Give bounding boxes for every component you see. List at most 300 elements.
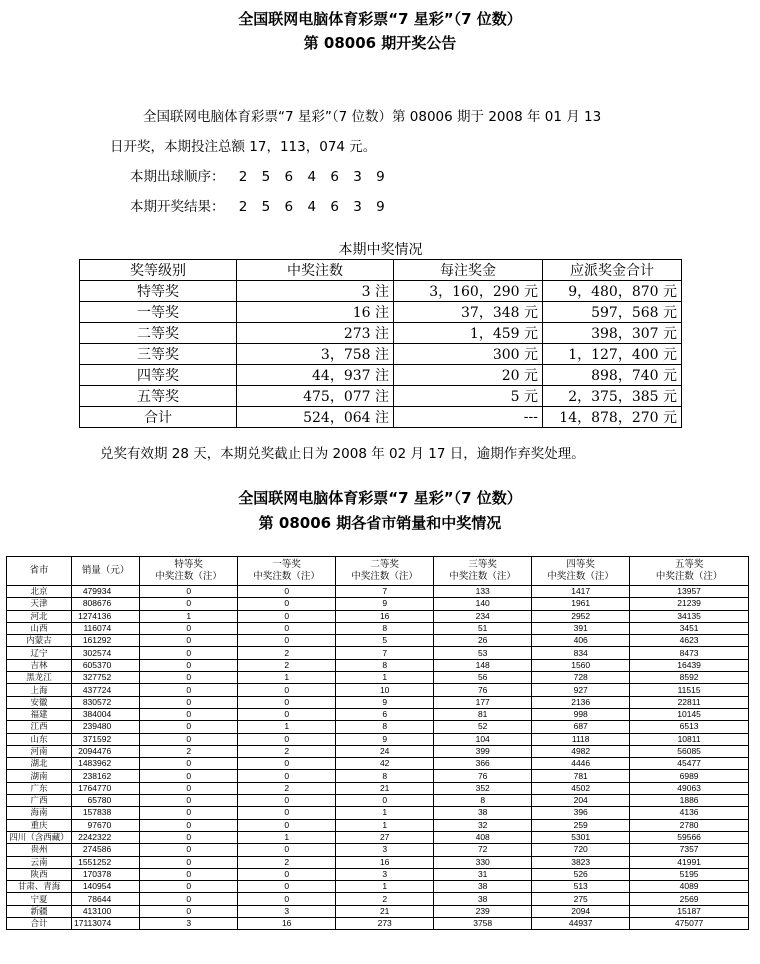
province-value-cell: 65780 [72, 795, 140, 807]
province-value-cell: 51 [434, 622, 532, 634]
prize-cell: 合计 [80, 407, 237, 428]
province-value-cell: 0 [238, 684, 336, 696]
province-value-cell: 1 [238, 721, 336, 733]
province-value-cell: 0 [238, 881, 336, 893]
province-row [7, 586, 749, 598]
province-name-cell: 贵州 [7, 844, 72, 856]
province-value-cell: 21 [336, 782, 434, 794]
province-row [7, 893, 749, 905]
province-name-cell: 河南 [7, 745, 72, 757]
province-value-cell: 1 [336, 807, 434, 819]
province-value-cell: 2780 [630, 819, 749, 831]
prize-cell: 3 注 [237, 281, 394, 302]
province-header-fifth: 五等奖 中奖注数（注） [630, 557, 749, 586]
province-value-cell: 53 [434, 647, 532, 659]
province-name-cell: 广西 [7, 795, 72, 807]
prize-header-count: 中奖注数 [237, 260, 394, 281]
province-row [7, 831, 749, 843]
province-value-cell: 0 [238, 696, 336, 708]
province-value-cell: 42 [336, 758, 434, 770]
province-value-cell: 4623 [630, 635, 749, 647]
province-value-cell: 1 [238, 672, 336, 684]
province-header-second: 二等奖 中奖注数（注） [336, 557, 434, 586]
province-value-cell: 6 [336, 708, 434, 720]
province-value-cell: 0 [140, 905, 238, 917]
province-table-header [7, 557, 749, 586]
province-value-cell: 2 [238, 647, 336, 659]
province-value-cell: 45477 [630, 758, 749, 770]
province-value-cell: 104 [434, 733, 532, 745]
province-value-cell: 0 [140, 831, 238, 843]
province-value-cell: 0 [140, 881, 238, 893]
province-value-cell: 49063 [630, 782, 749, 794]
province-value-cell: 0 [238, 868, 336, 880]
section-title: 全国联网电脑体育彩票“7 星彩”（7 位数） [238, 489, 522, 507]
province-value-cell: 4502 [532, 782, 630, 794]
prize-cell: 398，307 元 [543, 323, 682, 344]
province-value-cell: 0 [238, 758, 336, 770]
province-value-cell: 234 [434, 610, 532, 622]
province-name-cell: 广东 [7, 782, 72, 794]
province-value-cell: 0 [140, 807, 238, 819]
province-value-cell: 16 [238, 918, 336, 930]
province-value-cell: 34135 [630, 610, 749, 622]
prize-cell: 3，160，290 元 [394, 281, 543, 302]
notice-line-1: 全国联网电脑体育彩票“7 星彩”（7 位数）第 08006 期于 2008 年 01 月 13 [143, 109, 602, 125]
province-value-cell: 15187 [630, 905, 749, 917]
province-name-cell: 重庆 [7, 819, 72, 831]
province-value-cell: 259 [532, 819, 630, 831]
province-value-cell: 11515 [630, 684, 749, 696]
province-value-cell: 0 [140, 782, 238, 794]
prize-cell: 37，348 元 [394, 302, 543, 323]
province-value-cell: 2 [336, 893, 434, 905]
province-value-cell: 0 [140, 598, 238, 610]
province-value-cell: 3823 [532, 856, 630, 868]
prize-cell: 16 注 [237, 302, 394, 323]
province-value-cell: 0 [140, 696, 238, 708]
province-value-cell: 72 [434, 844, 532, 856]
province-value-cell: 1 [336, 819, 434, 831]
province-value-cell: 1 [336, 881, 434, 893]
province-header-sales: 销量（元） [72, 557, 140, 586]
province-value-cell: 170378 [72, 868, 140, 880]
province-name-cell: 甘肃、青海 [7, 881, 72, 893]
province-value-cell: 0 [140, 659, 238, 671]
prize-cell: 3，758 注 [237, 344, 394, 365]
province-value-cell: 0 [140, 647, 238, 659]
province-name-cell: 湖南 [7, 770, 72, 782]
province-value-cell: 0 [140, 622, 238, 634]
province-value-cell: 998 [532, 708, 630, 720]
province-row [7, 610, 749, 622]
province-name-cell: 山西 [7, 622, 72, 634]
province-value-cell: 140 [434, 598, 532, 610]
province-value-cell: 56085 [630, 745, 749, 757]
province-row [7, 782, 749, 794]
province-name-cell: 安徽 [7, 696, 72, 708]
province-name-cell: 四川（含西藏） [7, 831, 72, 843]
province-name-cell: 河北 [7, 610, 72, 622]
prize-cell: 三等奖 [80, 344, 237, 365]
province-value-cell: 2 [238, 856, 336, 868]
province-value-cell: 16439 [630, 659, 749, 671]
province-value-cell: 5195 [630, 868, 749, 880]
province-value-cell: 437724 [72, 684, 140, 696]
province-value-cell: 38 [434, 807, 532, 819]
province-value-cell: 781 [532, 770, 630, 782]
province-value-cell: 384004 [72, 708, 140, 720]
province-value-cell: 148 [434, 659, 532, 671]
province-name-cell: 辽宁 [7, 647, 72, 659]
province-row [7, 856, 749, 868]
province-value-cell: 0 [140, 721, 238, 733]
province-value-cell: 8 [434, 795, 532, 807]
province-row [7, 672, 749, 684]
province-row [7, 807, 749, 819]
province-value-cell: 513 [532, 881, 630, 893]
province-name-cell: 云南 [7, 856, 72, 868]
prize-cell: 597，568 元 [543, 302, 682, 323]
province-value-cell: 3 [336, 844, 434, 856]
province-value-cell: 10145 [630, 708, 749, 720]
province-value-cell: 3451 [630, 622, 749, 634]
redeem-note: 兑奖有效期 28 天，本期兑奖截止日为 2008 年 02 月 17 日，逾期作弃奖处理。 [100, 446, 585, 462]
province-name-cell: 山东 [7, 733, 72, 745]
prize-table [79, 259, 682, 428]
province-name-cell: 宁夏 [7, 893, 72, 905]
province-value-cell: 327752 [72, 672, 140, 684]
province-row [7, 758, 749, 770]
province-value-cell: 2 [238, 745, 336, 757]
province-header-fourth: 四等奖 中奖注数（注） [532, 557, 630, 586]
province-row [7, 905, 749, 917]
prize-cell: 44，937 注 [237, 365, 394, 386]
province-value-cell: 1274136 [72, 610, 140, 622]
province-name-cell: 陕西 [7, 868, 72, 880]
province-value-cell: 7 [336, 647, 434, 659]
prize-row [80, 386, 682, 407]
prize-cell: 一等奖 [80, 302, 237, 323]
province-value-cell: 7 [336, 586, 434, 598]
page-subtitle: 第 08006 期开奖公告 [303, 34, 457, 52]
province-value-cell: 9 [336, 598, 434, 610]
province-row [7, 844, 749, 856]
prize-row [80, 365, 682, 386]
prize-header-total: 应派奖金合计 [543, 260, 682, 281]
province-value-cell: 479934 [72, 586, 140, 598]
province-value-cell: 273 [336, 918, 434, 930]
province-value-cell: 26 [434, 635, 532, 647]
prize-row [80, 344, 682, 365]
province-row [7, 819, 749, 831]
province-table [6, 556, 749, 930]
province-value-cell: 76 [434, 684, 532, 696]
province-value-cell: 0 [140, 819, 238, 831]
province-name-cell: 上海 [7, 684, 72, 696]
province-value-cell: 526 [532, 868, 630, 880]
province-value-cell: 0 [238, 893, 336, 905]
province-name-cell: 福建 [7, 708, 72, 720]
province-value-cell: 0 [238, 622, 336, 634]
province-name-cell: 新疆 [7, 905, 72, 917]
province-value-cell: 31 [434, 868, 532, 880]
province-value-cell: 0 [238, 844, 336, 856]
province-value-cell: 8473 [630, 647, 749, 659]
province-value-cell: 1 [140, 610, 238, 622]
prize-header-level: 奖等级别 [80, 260, 237, 281]
province-value-cell: 0 [140, 684, 238, 696]
province-value-cell: 366 [434, 758, 532, 770]
province-value-cell: 1417 [532, 586, 630, 598]
province-value-cell: 81 [434, 708, 532, 720]
province-value-cell: 1 [238, 831, 336, 843]
province-value-cell: 2 [140, 745, 238, 757]
province-header-special: 特等奖 中奖注数（注） [140, 557, 238, 586]
province-value-cell: 97670 [72, 819, 140, 831]
province-value-cell: 2136 [532, 696, 630, 708]
province-value-cell: 17113074 [72, 918, 140, 930]
province-value-cell: 16 [336, 610, 434, 622]
province-name-cell: 黑龙江 [7, 672, 72, 684]
prize-table-header [80, 260, 682, 281]
province-value-cell: 13957 [630, 586, 749, 598]
province-value-cell: 408 [434, 831, 532, 843]
province-value-cell: 56 [434, 672, 532, 684]
province-value-cell: 0 [238, 795, 336, 807]
province-value-cell: 38 [434, 893, 532, 905]
province-value-cell: 44937 [532, 918, 630, 930]
province-row [7, 795, 749, 807]
prize-cell: 20 元 [394, 365, 543, 386]
province-value-cell: 0 [140, 795, 238, 807]
prize-cell: 300 元 [394, 344, 543, 365]
province-value-cell: 0 [238, 708, 336, 720]
province-value-cell: 274586 [72, 844, 140, 856]
province-value-cell: 7357 [630, 844, 749, 856]
province-value-cell: 0 [238, 586, 336, 598]
province-value-cell: 41991 [630, 856, 749, 868]
province-value-cell: 0 [238, 635, 336, 647]
province-value-cell: 0 [140, 586, 238, 598]
province-value-cell: 0 [336, 795, 434, 807]
province-value-cell: 0 [238, 819, 336, 831]
province-value-cell: 140954 [72, 881, 140, 893]
province-value-cell: 4982 [532, 745, 630, 757]
province-value-cell: 2 [238, 659, 336, 671]
province-row [7, 696, 749, 708]
province-value-cell: 0 [140, 733, 238, 745]
prize-cell: 475，077 注 [237, 386, 394, 407]
province-value-cell: 927 [532, 684, 630, 696]
prize-row [80, 407, 682, 428]
province-value-cell: 720 [532, 844, 630, 856]
province-value-cell: 413100 [72, 905, 140, 917]
province-value-cell: 2242322 [72, 831, 140, 843]
province-value-cell: 275 [532, 893, 630, 905]
province-value-cell: 204 [532, 795, 630, 807]
prize-cell: 524，064 注 [237, 407, 394, 428]
province-row [7, 622, 749, 634]
province-value-cell: 238162 [72, 770, 140, 782]
province-value-cell: 4089 [630, 881, 749, 893]
province-value-cell: 605370 [72, 659, 140, 671]
province-value-cell: 9 [336, 733, 434, 745]
province-value-cell: 9 [336, 696, 434, 708]
province-value-cell: 2 [238, 782, 336, 794]
province-value-cell: 6513 [630, 721, 749, 733]
prize-header-amount: 每注奖金 [394, 260, 543, 281]
prize-cell: 5 元 [394, 386, 543, 407]
province-value-cell: 239 [434, 905, 532, 917]
province-value-cell: 2569 [630, 893, 749, 905]
province-row [7, 881, 749, 893]
province-value-cell: 38 [434, 881, 532, 893]
province-value-cell: 391 [532, 622, 630, 634]
province-value-cell: 4446 [532, 758, 630, 770]
province-value-cell: 0 [140, 635, 238, 647]
province-value-cell: 0 [238, 733, 336, 745]
province-value-cell: 330 [434, 856, 532, 868]
province-value-cell: 177 [434, 696, 532, 708]
province-value-cell: 3 [336, 868, 434, 880]
province-value-cell: 2952 [532, 610, 630, 622]
province-value-cell: 1118 [532, 733, 630, 745]
province-value-cell: 6989 [630, 770, 749, 782]
province-value-cell: 52 [434, 721, 532, 733]
province-value-cell: 8 [336, 721, 434, 733]
province-value-cell: 21239 [630, 598, 749, 610]
province-value-cell: 59566 [630, 831, 749, 843]
province-value-cell: 1 [336, 672, 434, 684]
province-value-cell: 21 [336, 905, 434, 917]
prize-cell: 1，459 元 [394, 323, 543, 344]
province-value-cell: 834 [532, 647, 630, 659]
province-value-cell: 728 [532, 672, 630, 684]
province-value-cell: 0 [140, 893, 238, 905]
province-value-cell: 24 [336, 745, 434, 757]
province-row [7, 733, 749, 745]
prize-cell: 特等奖 [80, 281, 237, 302]
province-name-cell: 内蒙古 [7, 635, 72, 647]
prize-cell: 9，480，870 元 [543, 281, 682, 302]
draw-order-value: 2 5 6 4 6 3 9 [238, 169, 390, 185]
province-value-cell: 1886 [630, 795, 749, 807]
province-value-cell: 116074 [72, 622, 140, 634]
draw-result-label: 本期开奖结果： [130, 199, 225, 215]
province-row [7, 684, 749, 696]
province-value-cell: 157838 [72, 807, 140, 819]
prize-cell: 二等奖 [80, 323, 237, 344]
province-value-cell: 78644 [72, 893, 140, 905]
province-value-cell: 302574 [72, 647, 140, 659]
province-value-cell: 8 [336, 659, 434, 671]
province-value-cell: 10 [336, 684, 434, 696]
province-header-third: 三等奖 中奖注数（注） [434, 557, 532, 586]
province-value-cell: 8 [336, 622, 434, 634]
province-value-cell: 830572 [72, 696, 140, 708]
province-value-cell: 0 [140, 758, 238, 770]
province-value-cell: 239480 [72, 721, 140, 733]
province-value-cell: 5301 [532, 831, 630, 843]
draw-result [130, 195, 390, 215]
prize-cell: 273 注 [237, 323, 394, 344]
province-name-cell: 江西 [7, 721, 72, 733]
province-name-cell: 天津 [7, 598, 72, 610]
province-value-cell: 5 [336, 635, 434, 647]
province-row [7, 721, 749, 733]
province-value-cell: 475077 [630, 918, 749, 930]
province-value-cell: 406 [532, 635, 630, 647]
province-value-cell: 0 [140, 856, 238, 868]
province-value-cell: 10811 [630, 733, 749, 745]
province-name-cell: 合计 [7, 918, 72, 930]
province-value-cell: 2094476 [72, 745, 140, 757]
province-value-cell: 0 [238, 770, 336, 782]
province-value-cell: 0 [238, 610, 336, 622]
province-row [7, 647, 749, 659]
prize-cell: --- [394, 407, 543, 428]
province-value-cell: 0 [140, 708, 238, 720]
province-value-cell: 0 [140, 868, 238, 880]
prize-cell: 四等奖 [80, 365, 237, 386]
prize-cell: 五等奖 [80, 386, 237, 407]
notice-line-2: 日开奖，本期投注总额 17，113，074 元。 [110, 139, 377, 155]
province-row [7, 635, 749, 647]
prize-table-caption: 本期中奖情况 [338, 242, 423, 258]
province-value-cell: 352 [434, 782, 532, 794]
province-row [7, 745, 749, 757]
province-row [7, 770, 749, 782]
province-name-cell: 北京 [7, 586, 72, 598]
province-header-name: 省市 [7, 557, 72, 586]
province-value-cell: 371592 [72, 733, 140, 745]
province-value-cell: 1560 [532, 659, 630, 671]
province-row [7, 708, 749, 720]
province-value-cell: 0 [238, 807, 336, 819]
province-value-cell: 1764770 [72, 782, 140, 794]
province-value-cell: 133 [434, 586, 532, 598]
page-title: 全国联网电脑体育彩票“7 星彩”（7 位数） [238, 10, 522, 28]
province-value-cell: 0 [238, 598, 336, 610]
province-value-cell: 1483962 [72, 758, 140, 770]
draw-result-value: 2 5 6 4 6 3 9 [238, 199, 390, 215]
province-value-cell: 22811 [630, 696, 749, 708]
province-value-cell: 8 [336, 770, 434, 782]
province-value-cell: 8592 [630, 672, 749, 684]
province-row [7, 918, 749, 930]
province-value-cell: 687 [532, 721, 630, 733]
prize-cell: 1，127，400 元 [543, 344, 682, 365]
province-value-cell: 808676 [72, 598, 140, 610]
province-row [7, 868, 749, 880]
province-value-cell: 4136 [630, 807, 749, 819]
province-name-cell: 海南 [7, 807, 72, 819]
province-value-cell: 0 [140, 770, 238, 782]
province-value-cell: 161292 [72, 635, 140, 647]
province-value-cell: 3 [140, 918, 238, 930]
province-value-cell: 2094 [532, 905, 630, 917]
prize-row [80, 302, 682, 323]
prize-cell: 898，740 元 [543, 365, 682, 386]
province-name-cell: 吉林 [7, 659, 72, 671]
province-value-cell: 16 [336, 856, 434, 868]
province-value-cell: 1961 [532, 598, 630, 610]
province-value-cell: 0 [140, 844, 238, 856]
province-value-cell: 76 [434, 770, 532, 782]
section-subtitle: 第 08006 期各省市销量和中奖情况 [258, 514, 502, 532]
prize-row [80, 281, 682, 302]
